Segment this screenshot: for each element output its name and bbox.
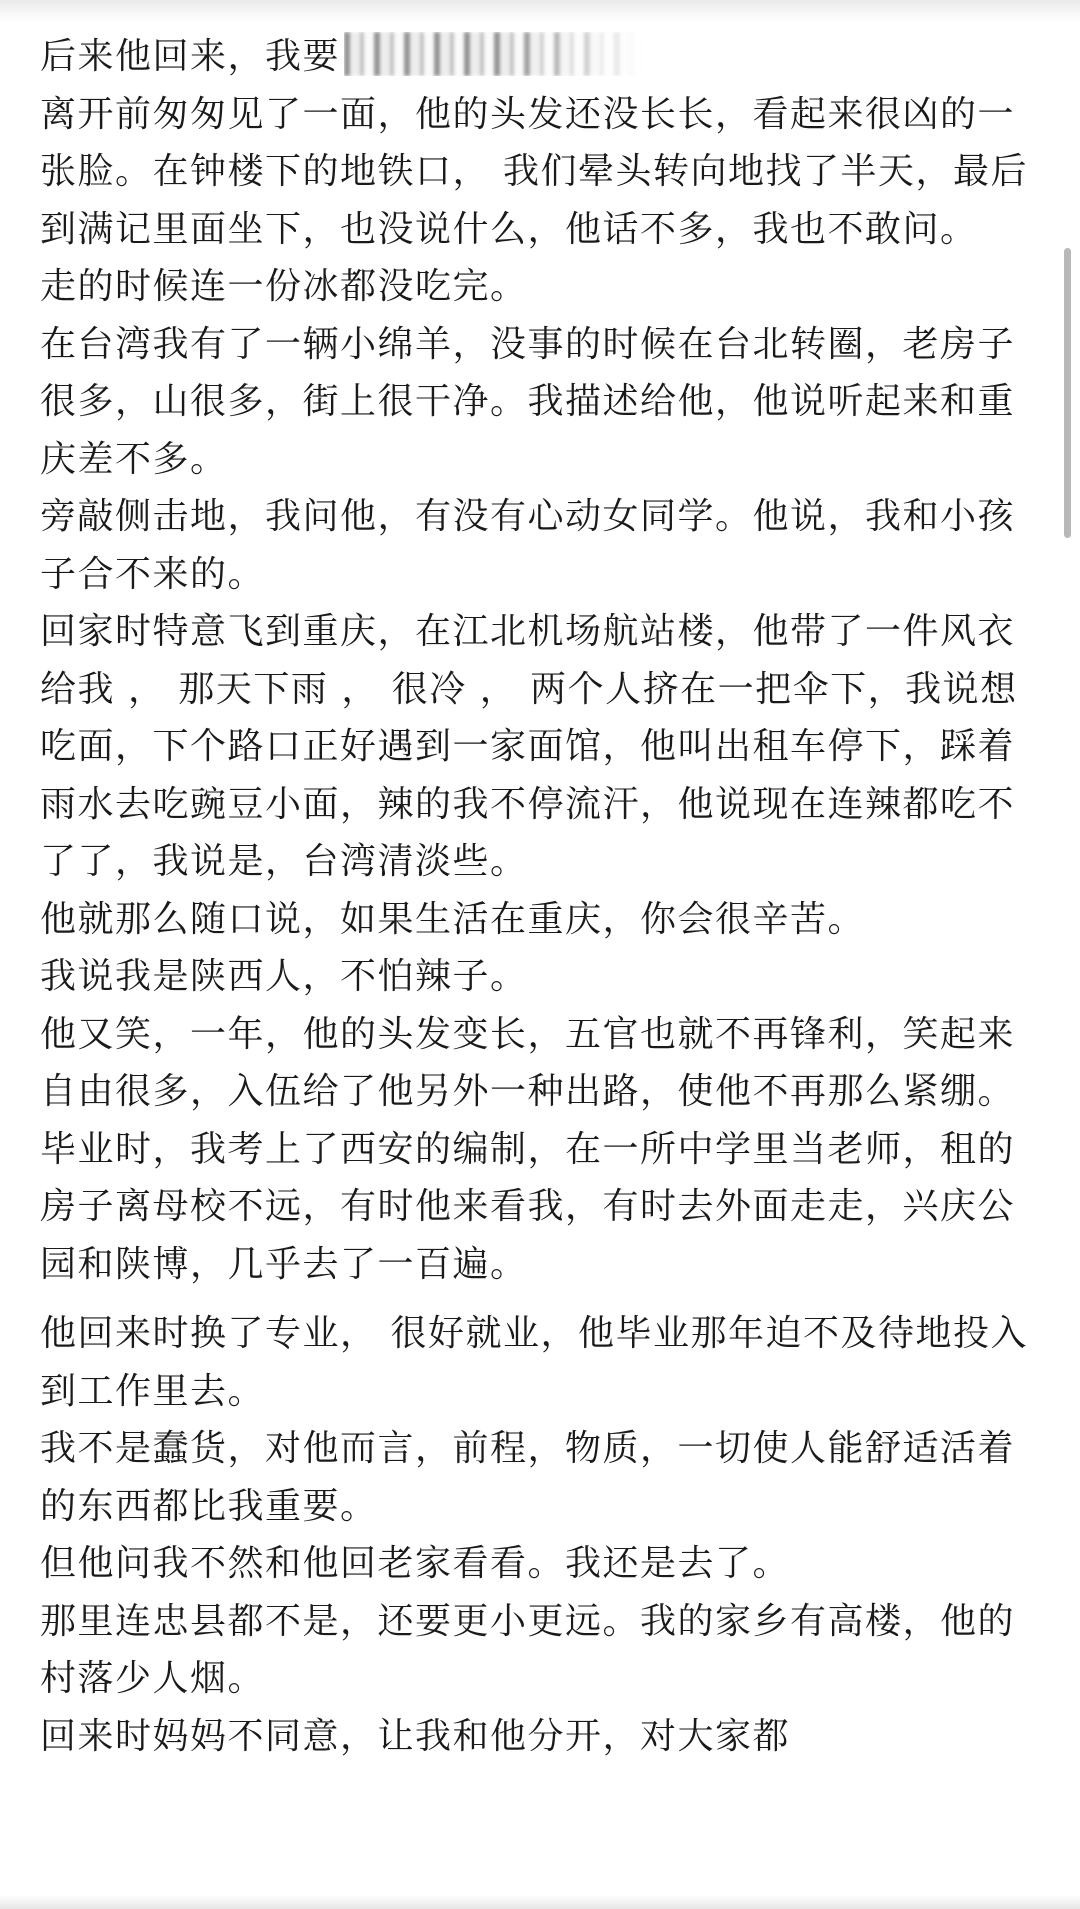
paragraph: 他又笑，一年，他的头发变长，五官也就不再锋利，笑起来自由很多，入伍给了他另外一种出路，使他不再那么紧绷。: [40, 1013, 1016, 1112]
bottom-edge: [0, 1895, 1080, 1909]
paragraph: 离开前匆匆见了一面，他的头发还没长长，看起来很凶的一张脸。在钟楼下的地铁口， 我们晕头转向地找了半天，最后到满记里面坐下，也没说什么，他话不多，我也不敢问。: [40, 93, 1028, 250]
paragraph: 但他问我不然和他回老家看看。我还是去了。: [40, 1543, 791, 1584]
paragraph: 他就那么随口说，如果生活在重庆，你会很辛苦。: [40, 898, 866, 940]
paragraph-text: 后来他回来，我要: [40, 36, 341, 77]
vertical-scrollbar[interactable]: [1064, 248, 1071, 538]
paragraph: 那里连忠县都不是，还要更小更远。我的家乡有高楼，他的村落少人烟。: [40, 1600, 1016, 1699]
paragraph: 回来时妈妈不同意，让我和他分开，对大家都: [40, 1715, 791, 1757]
paragraph: 他回来时换了专业， 很好就业，他毕业那年迫不及待地投入到工作里去。: [40, 1313, 1028, 1412]
paragraph: 在台湾我有了一辆小绵羊，没事的时候在台北转圈，老房子很多，山很多，街上很干净。我描述给他，他说听起来和重庆差不多。: [40, 323, 1016, 480]
paragraph: 毕业时，我考上了西安的编制，在一所中学里当老师，租的房子离母校不远，有时他来看我，有时去外面走走，兴庆公园和陕博，几乎去了一百遍。: [40, 1128, 1016, 1285]
paragraph: [40, 28, 1040, 86]
paragraph: 走的时候连一份冰都没吃完。: [40, 266, 528, 307]
top-edge: [0, 0, 1080, 22]
redaction-mosaic: [344, 32, 644, 76]
article-body: [40, 28, 1040, 1765]
paragraph: 我说我是陕西人，不怕辣子。: [40, 956, 528, 997]
paragraph: 回家时特意飞到重庆，在江北机场航站楼，他带了一件风衣给我 ， 那天下雨 ， 很冷 ， 两个人挤在一把伞下，我说想吃面，下个路口正好遇到一家面馆，他叫出租车停下，踩着雨水去吃豌豆小面，辣的我不停流汗，他说现在连辣都吃不了了，我说是，台湾清淡些。: [40, 611, 1018, 882]
paragraph: 我不是蠢货，对他而言，前程，物质，一切使人能舒适活着的东西都比我重要。: [40, 1428, 1016, 1527]
paragraph: 旁敲侧击地，我问他，有没有心动女同学。他说，我和小孩子合不来的。: [40, 496, 1016, 595]
